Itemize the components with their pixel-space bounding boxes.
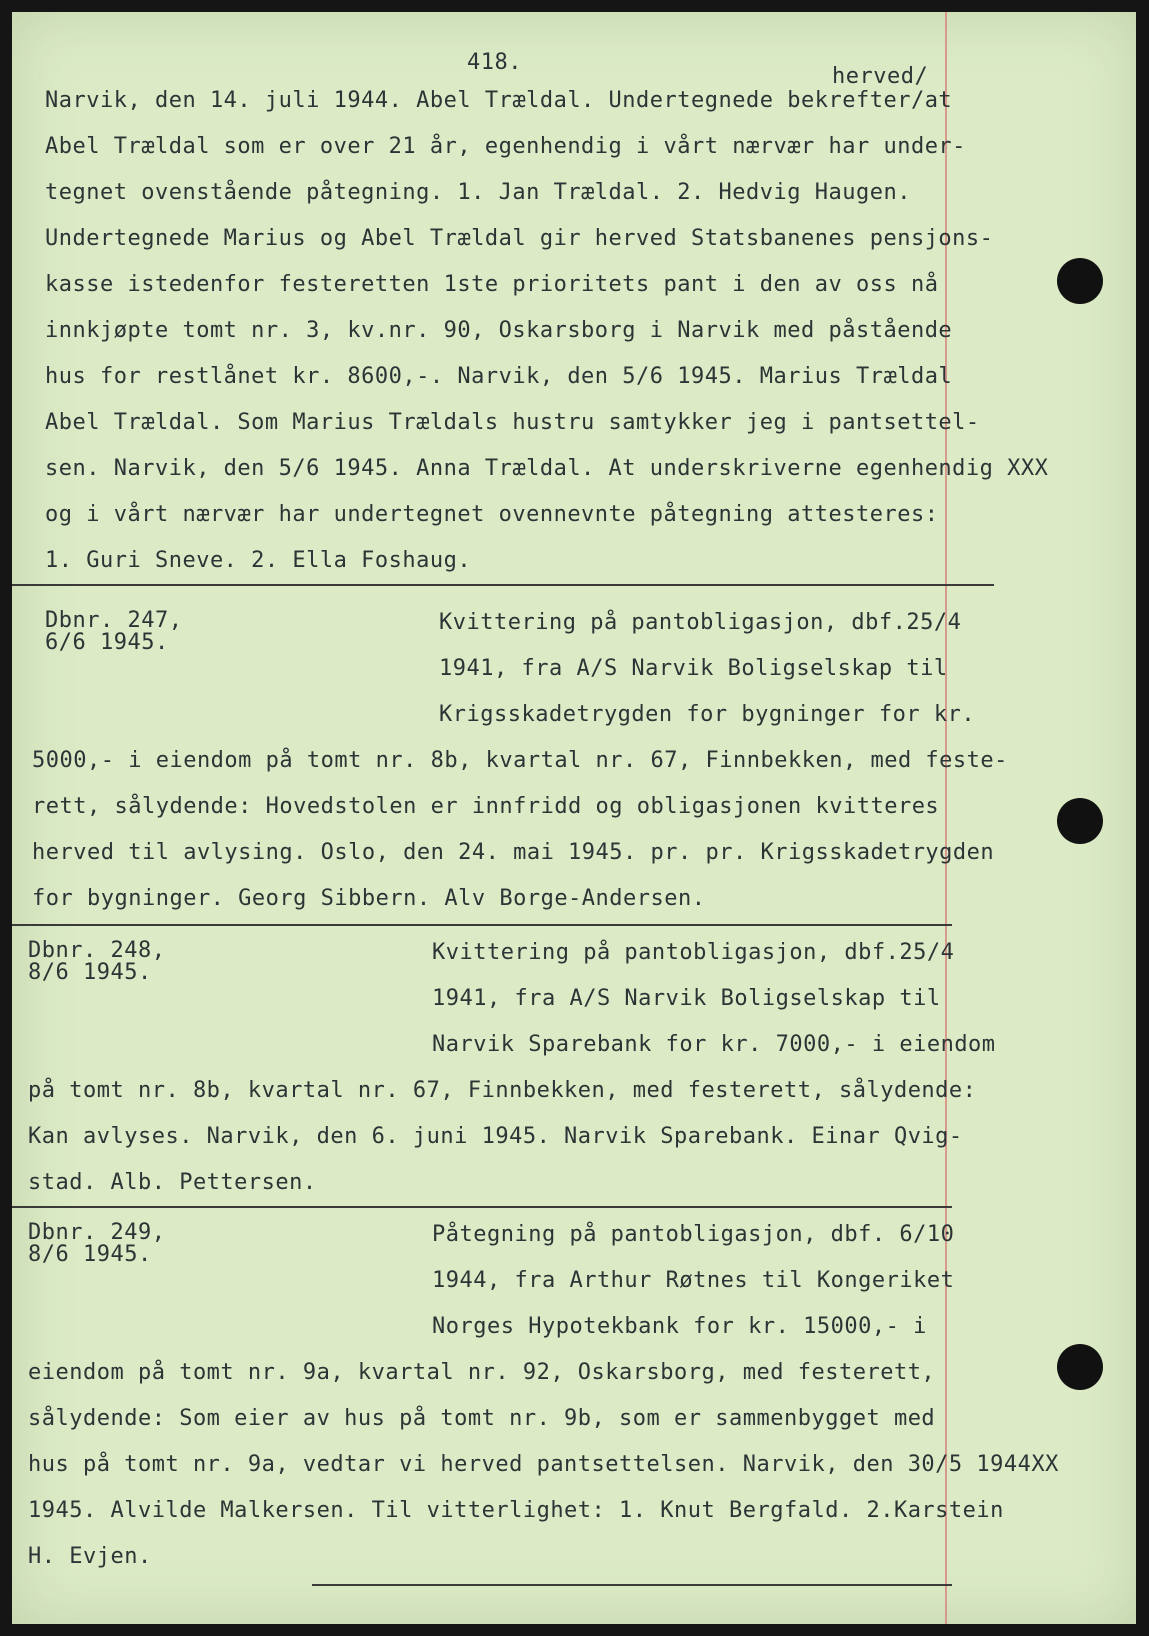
entry-line: herved til avlysing. Oslo, den 24. mai 1945. pr. pr. Krigsskadetrygden (32, 840, 995, 865)
punch-hole (1057, 798, 1103, 844)
punch-hole (1057, 1344, 1103, 1390)
entry-line: og i vårt nærvær har undertegnet ovennevnte påtegning attesteres: (45, 502, 939, 527)
entry-line: H. Evjen. (28, 1544, 152, 1569)
entry-divider (12, 584, 994, 586)
entry-line: 1941, fra A/S Narvik Boligselskap til (439, 656, 948, 681)
entry-line: Norges Hypotekbank for kr. 15000,- i (432, 1314, 927, 1339)
punch-hole (1057, 258, 1103, 304)
entry-heading (45, 610, 182, 654)
ledger-page (12, 12, 1136, 1624)
entry-line: for bygninger. Georg Sibbern. Alv Borge-Andersen. (32, 886, 706, 911)
entry-line: tegnet ovenstående påtegning. 1. Jan Trældal. 2. Hedvig Haugen. (45, 180, 911, 205)
dbnr-label: Dbnr. 248, (28, 938, 166, 963)
entry-line: hus på tomt nr. 9a, vedtar vi herved pantsettelsen. Narvik, den 30/5 1944XX (28, 1452, 1059, 1477)
entry-line: hus for restlånet kr. 8600,-. Narvik, den 5/6 1945. Marius Trældal (45, 364, 953, 389)
entry-line: Narvik Sparebank for kr. 7000,- i eiendom (432, 1032, 996, 1057)
entry-line: sen. Narvik, den 5/6 1945. Anna Trældal. At underskriverne egenhendig XXX (45, 456, 1049, 481)
entry-date: 8/6 1945. (28, 960, 152, 985)
entry-line: Abel Trældal som er over 21 år, egenhendig i vårt nærvær har under- (45, 134, 966, 159)
entry-line: innkjøpte tomt nr. 3, kv.nr. 90, Oskarsborg i Narvik med påstående (45, 318, 953, 343)
entry-divider (12, 1206, 952, 1208)
entry-line: Undertegnede Marius og Abel Trældal gir herved Statsbanenes pensjons- (45, 226, 994, 251)
entry-line: 1945. Alvilde Malkersen. Til vitterlighet: 1. Knut Bergfald. 2.Karstein (28, 1498, 1004, 1523)
entry-line: kasse istedenfor festeretten 1ste prioritets pant i den av oss nå (45, 272, 939, 297)
entry-line: Narvik, den 14. juli 1944. Abel Trældal. Undertegnede bekrefter/at (45, 88, 953, 113)
dbnr-label: Dbnr. 249, (28, 1220, 166, 1245)
dbnr-label: Dbnr. 247, (45, 608, 183, 633)
entry-line: eiendom på tomt nr. 9a, kvartal nr. 92, Oskarsborg, med festerett, (28, 1360, 936, 1385)
entry-line: Kvittering på pantobligasjon, dbf.25/4 (432, 940, 955, 965)
entry-heading (28, 940, 165, 984)
entry-line: Påtegning på pantobligasjon, dbf. 6/10 (432, 1222, 955, 1247)
entry-line: Abel Trældal. Som Marius Trældals hustru samtykker jeg i pantsettel- (45, 410, 980, 435)
entry-line: Kan avlyses. Narvik, den 6. juni 1945. Narvik Sparebank. Einar Qvig- (28, 1124, 963, 1149)
entry-line: på tomt nr. 8b, kvartal nr. 67, Finnbekken, med festerett, sålydende: (28, 1078, 977, 1103)
margin-note: herved/ (832, 64, 929, 89)
entry-line: stad. Alb. Pettersen. (28, 1170, 317, 1195)
page-number: 418. (467, 50, 522, 75)
entry-date: 6/6 1945. (45, 630, 169, 655)
entry-line: 1941, fra A/S Narvik Boligselskap til (432, 986, 941, 1011)
entry-divider (312, 1584, 952, 1586)
entry-line: 1. Guri Sneve. 2. Ella Foshaug. (45, 548, 472, 573)
entry-line: Krigsskadetrygden for bygninger for kr. (439, 702, 976, 727)
margin-line (945, 12, 947, 1624)
entry-divider (12, 924, 952, 926)
entry-line: Kvittering på pantobligasjon, dbf.25/4 (439, 610, 962, 635)
entry-line: 1944, fra Arthur Røtnes til Kongeriket (432, 1268, 955, 1293)
entry-line: rett, sålydende: Hovedstolen er innfridd og obligasjonen kvitteres (32, 794, 940, 819)
entry-date: 8/6 1945. (28, 1242, 152, 1267)
entry-line: sålydende: Som eier av hus på tomt nr. 9b, som er sammenbygget med (28, 1406, 936, 1431)
entry-line: 5000,- i eiendom på tomt nr. 8b, kvartal nr. 67, Finnbekken, med feste- (32, 748, 1008, 773)
entry-heading (28, 1222, 165, 1266)
